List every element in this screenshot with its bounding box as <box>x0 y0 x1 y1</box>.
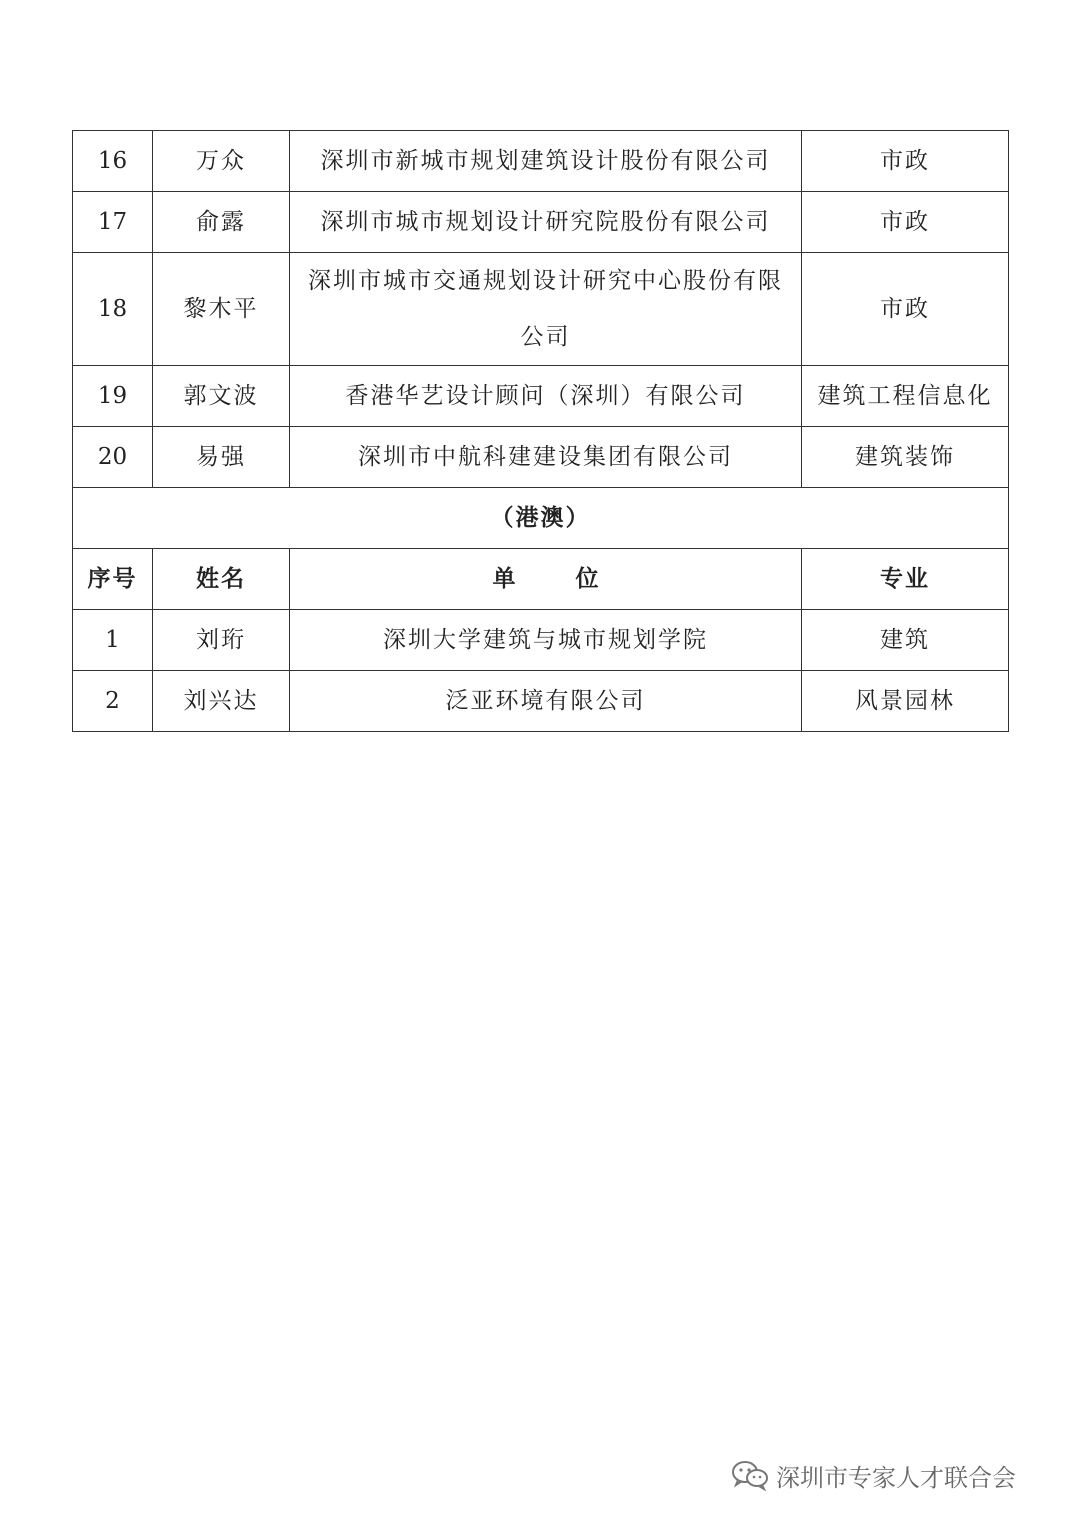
header-name: 姓名 <box>153 549 290 610</box>
row-unit: 泛亚环境有限公司 <box>290 671 802 732</box>
table-row <box>73 610 1009 671</box>
table-row <box>73 131 1009 192</box>
row-major: 建筑工程信息化 <box>802 366 1009 427</box>
watermark-text: 深圳市专家人才联合会 <box>776 1463 1016 1492</box>
row-name: 郭文波 <box>153 366 290 427</box>
row-major: 市政 <box>802 131 1009 192</box>
table-row <box>73 427 1009 488</box>
wechat-icon <box>730 1459 770 1491</box>
header-unit-char-1: 单 <box>492 565 516 592</box>
row-number: 16 <box>73 131 153 192</box>
table-row <box>73 253 1009 366</box>
watermark <box>730 1455 1016 1495</box>
table-row <box>73 366 1009 427</box>
row-name: 刘珩 <box>153 610 290 671</box>
header-number: 序号 <box>73 549 153 610</box>
row-major: 风景园林 <box>802 671 1009 732</box>
section-title: （港澳） <box>73 488 1009 549</box>
row-number: 17 <box>73 192 153 253</box>
row-name: 万众 <box>153 131 290 192</box>
row-unit-line-1: 深圳市城市交通规划设计研究中心股份有限 <box>308 268 783 294</box>
row-number: 18 <box>73 253 153 366</box>
row-major: 市政 <box>802 192 1009 253</box>
row-number: 2 <box>73 671 153 732</box>
section-row <box>73 488 1009 549</box>
row-number: 19 <box>73 366 153 427</box>
table-row <box>73 671 1009 732</box>
row-unit-line-2: 公司 <box>520 324 571 350</box>
row-number: 1 <box>73 610 153 671</box>
row-major: 建筑 <box>802 610 1009 671</box>
header-major: 专业 <box>802 549 1009 610</box>
row-unit <box>290 253 802 366</box>
row-name: 易强 <box>153 427 290 488</box>
row-name: 刘兴达 <box>153 671 290 732</box>
row-major: 建筑装饰 <box>802 427 1009 488</box>
row-unit: 香港华艺设计顾问（深圳）有限公司 <box>290 366 802 427</box>
row-unit: 深圳市城市规划设计研究院股份有限公司 <box>290 192 802 253</box>
row-number: 20 <box>73 427 153 488</box>
expert-list-table <box>72 130 1009 732</box>
row-name: 黎木平 <box>153 253 290 366</box>
row-unit: 深圳市中航科建建设集团有限公司 <box>290 427 802 488</box>
table-row <box>73 192 1009 253</box>
row-unit: 深圳大学建筑与城市规划学院 <box>290 610 802 671</box>
header-unit-char-2: 位 <box>575 565 599 592</box>
header-unit <box>290 549 802 610</box>
row-major: 市政 <box>802 253 1009 366</box>
row-name: 俞露 <box>153 192 290 253</box>
row-unit: 深圳市新城市规划建筑设计股份有限公司 <box>290 131 802 192</box>
header-row <box>73 549 1009 610</box>
